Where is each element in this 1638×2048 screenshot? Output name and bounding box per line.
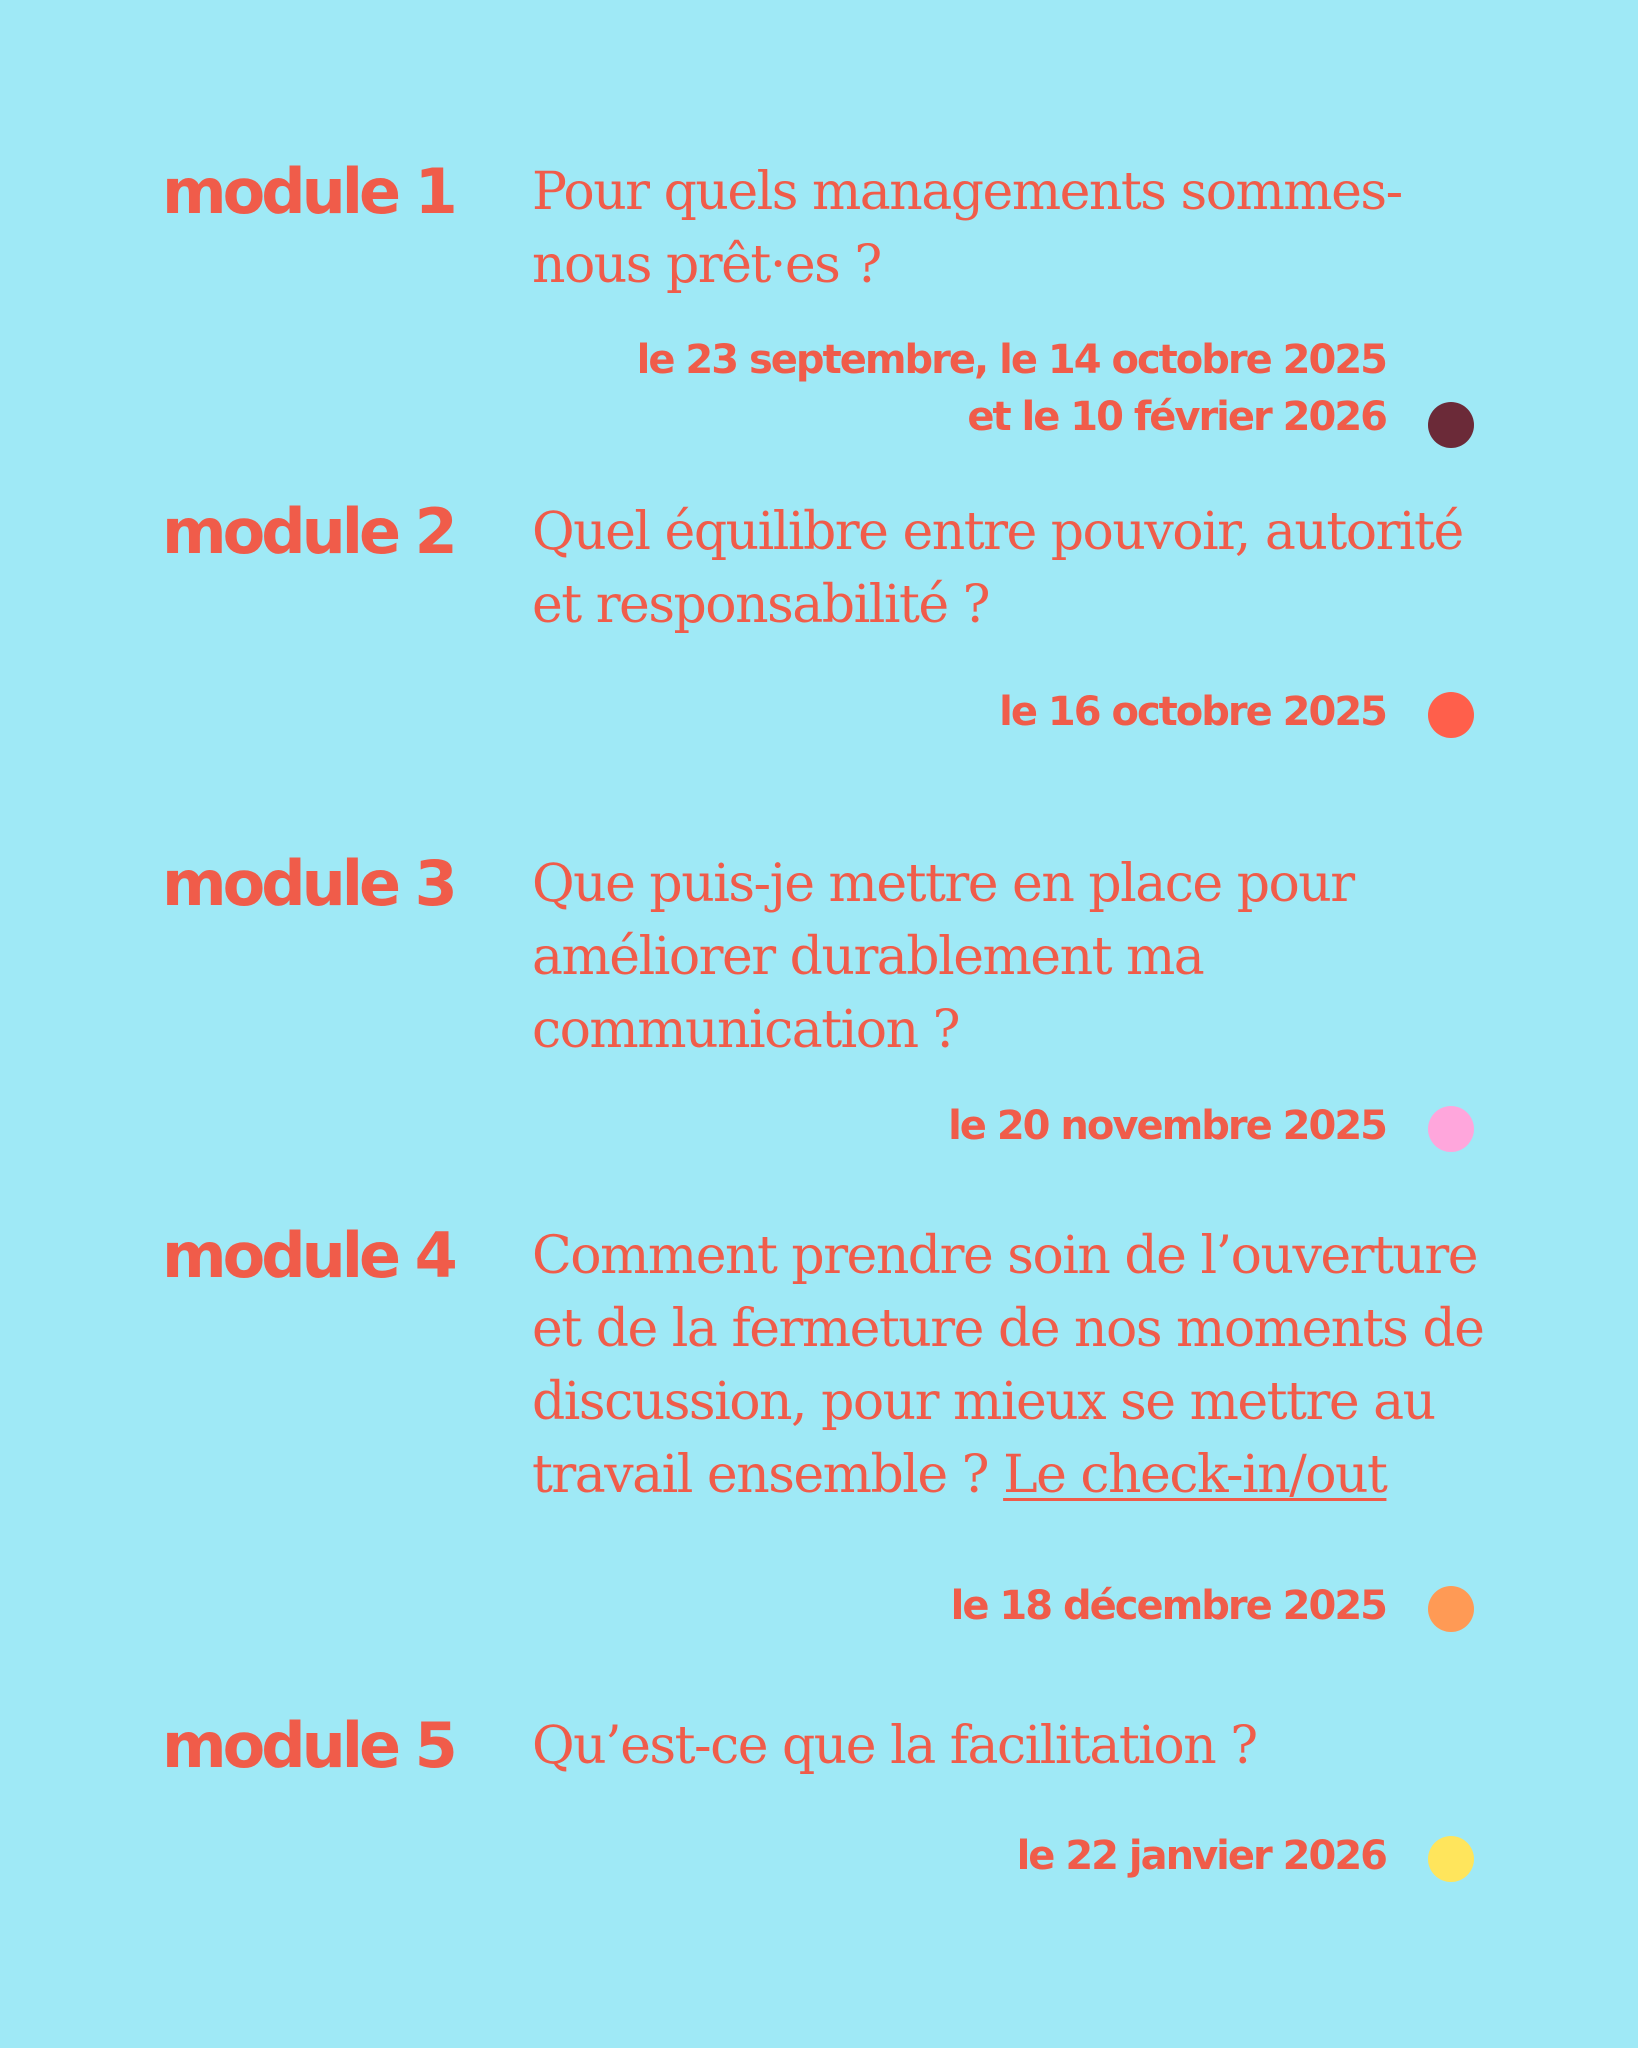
module-question-text: Comment prendre soin de l’ouverture et de la fermeture de nos moments de discussion, pour mieux se mettre au travail ensemble ? [532,1226,1484,1505]
module-label: module 4 [162,1219,454,1292]
module-date-line: le 20 novembre 2025 [948,1103,1386,1149]
module-question [532,1220,1502,1512]
dot-icon [1428,1106,1474,1152]
module-label: module 3 [162,847,454,920]
module-question: Quel équilibre entre pouvoir, autorité et responsabilité ? [532,502,1463,635]
dot-icon [1428,1836,1474,1882]
check-in-out-link[interactable]: Le check-in/out [1003,1445,1387,1505]
module-label: module 2 [162,495,454,568]
module-question: Qu’est-ce que la facilitation ? [532,1716,1257,1776]
module-label: module 1 [162,155,454,228]
module-question: Pour quels managements sommes-nous prêt·es ? [532,162,1402,295]
module-dates [948,1098,1386,1155]
module-date-line: le 23 septembre, le 14 octobre 2025 [636,337,1386,383]
module-date-line: le 22 janvier 2026 [1016,1833,1386,1879]
module-question: Que puis-je mettre en place pour améliorer durablement ma communication ? [532,854,1354,1060]
module-label: module 5 [162,1709,454,1782]
module-date-line: le 18 décembre 2025 [950,1583,1386,1629]
dot-icon [1428,1586,1474,1632]
dot-icon [1428,402,1474,448]
module-date-line: et le 10 février 2026 [967,394,1386,440]
module-date-line: le 16 octobre 2025 [999,689,1386,735]
module-dates [999,684,1386,741]
module-dates [1017,1828,1386,1885]
module-dates [951,1578,1386,1635]
module-dates [637,332,1386,446]
dot-icon [1428,692,1474,738]
